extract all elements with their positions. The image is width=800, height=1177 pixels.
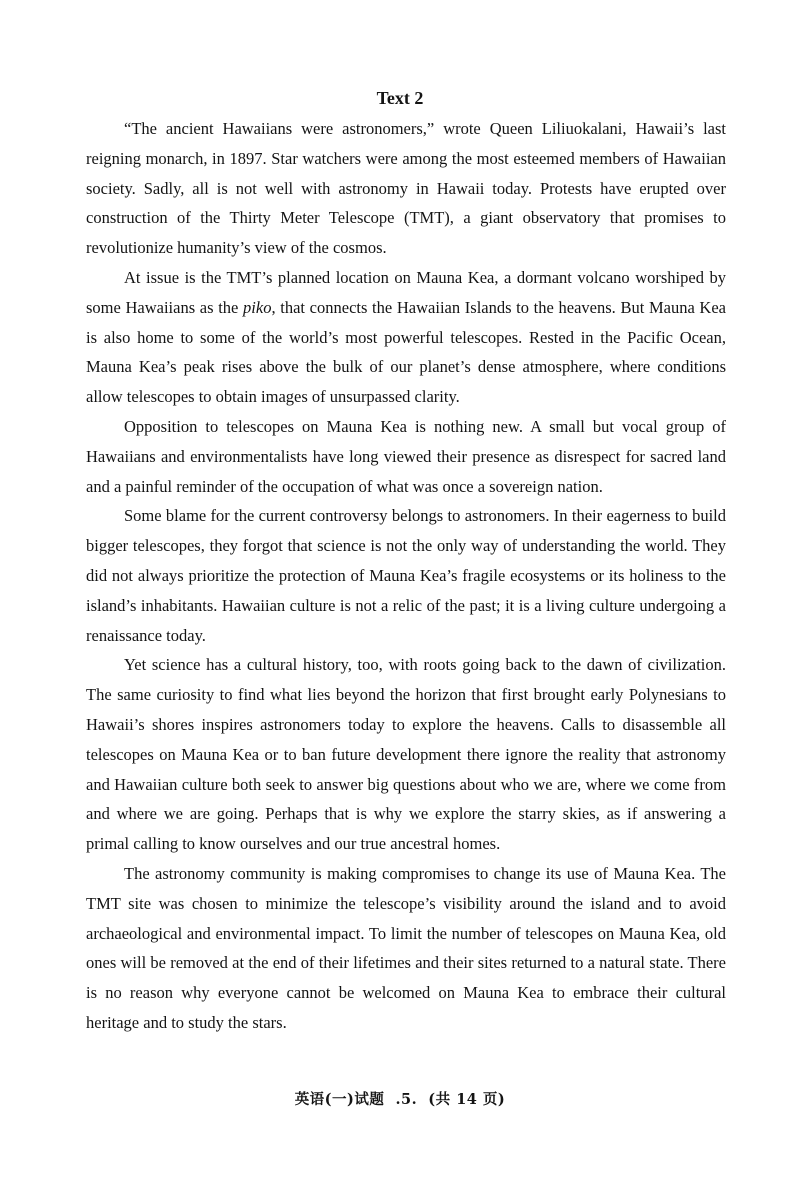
paragraph-2-before: At issue is the TMT’s planned location on Mauna Kea, a dormant volcano worshiped by some Hawaiians as the <box>86 267 726 317</box>
piko-term: piko <box>243 297 272 317</box>
paragraph-2 <box>86 263 726 412</box>
page-footer: 英语(一)试题 .5. (共 14 页) <box>294 1091 506 1108</box>
passage-body <box>86 114 726 1038</box>
paragraph-4: Some blame for the current controversy belongs to astronomers. In their eagerness to build bigger telescopes, they forgot that science is not the only way of understanding the world. They did not always prioritize the protection of Mauna Kea’s fragile ecosystems or its holiness to the island’s inhabitants. Hawaiian culture is not a relic of the past; it is a living culture undergoing a renaissance today. <box>86 506 726 645</box>
paragraph-1: “The ancient Hawaiians were astronomers,” wrote Queen Liliuokalani, Hawaii’s last reigning monarch, in 1897. Star watchers were among the most esteemed members of Hawaiian society. Sadly, all is not well with astronomy in Hawaii today. Protests have erupted over construction of the Thirty Meter Telescope (TMT), a giant observatory that promises to revolutionize humanity’s view of the cosmos. <box>86 119 726 258</box>
paragraph-3: Opposition to telescopes on Mauna Kea is nothing new. A small but vocal group of Hawaiians and environmentalists have long viewed their presence as disrespect for sacred land and a painful reminder of the occupation of what was once a sovereign nation. <box>86 416 726 496</box>
paragraph-5: Yet science has a cultural history, too, with roots going back to the dawn of civilization. The same curiosity to find what lies beyond the horizon that first brought early Polynesians to Hawaii’s shores inspires astronomers today to explore the heavens. Calls to disassemble all telescopes on Mauna Kea or to ban future development there ignore the reality that astronomy and Hawaiian culture both seek to answer big questions about who we are, where we come from and where we are going. Perhaps that is why we explore the starry skies, as if answering a primal calling to know ourselves and our true ancestral homes. <box>86 655 726 854</box>
paragraph-6: The astronomy community is making compromises to change its use of Mauna Kea. The TMT site was chosen to minimize the telescope’s visibility around the island and to avoid archaeological and environmental impact. To limit the number of telescopes on Mauna Kea, old ones will be removed at the end of their lifetimes and their sites returned to a natural state. There is no reason why everyone cannot be welcomed on Mauna Kea to embrace their cultural heritage and to study the stars. <box>86 863 726 1032</box>
paragraph-2-after: , that connects the Hawaiian Islands to the heavens. But Mauna Kea is also home to some of the world’s most powerful telescopes. Rested in the Pacific Ocean, Mauna Kea’s peak rises above the bulk of our planet’s dense atmosphere, where conditions allow telescopes to obtain images of unsurpassed clarity. <box>86 297 726 407</box>
section-title: Text 2 <box>376 88 424 108</box>
